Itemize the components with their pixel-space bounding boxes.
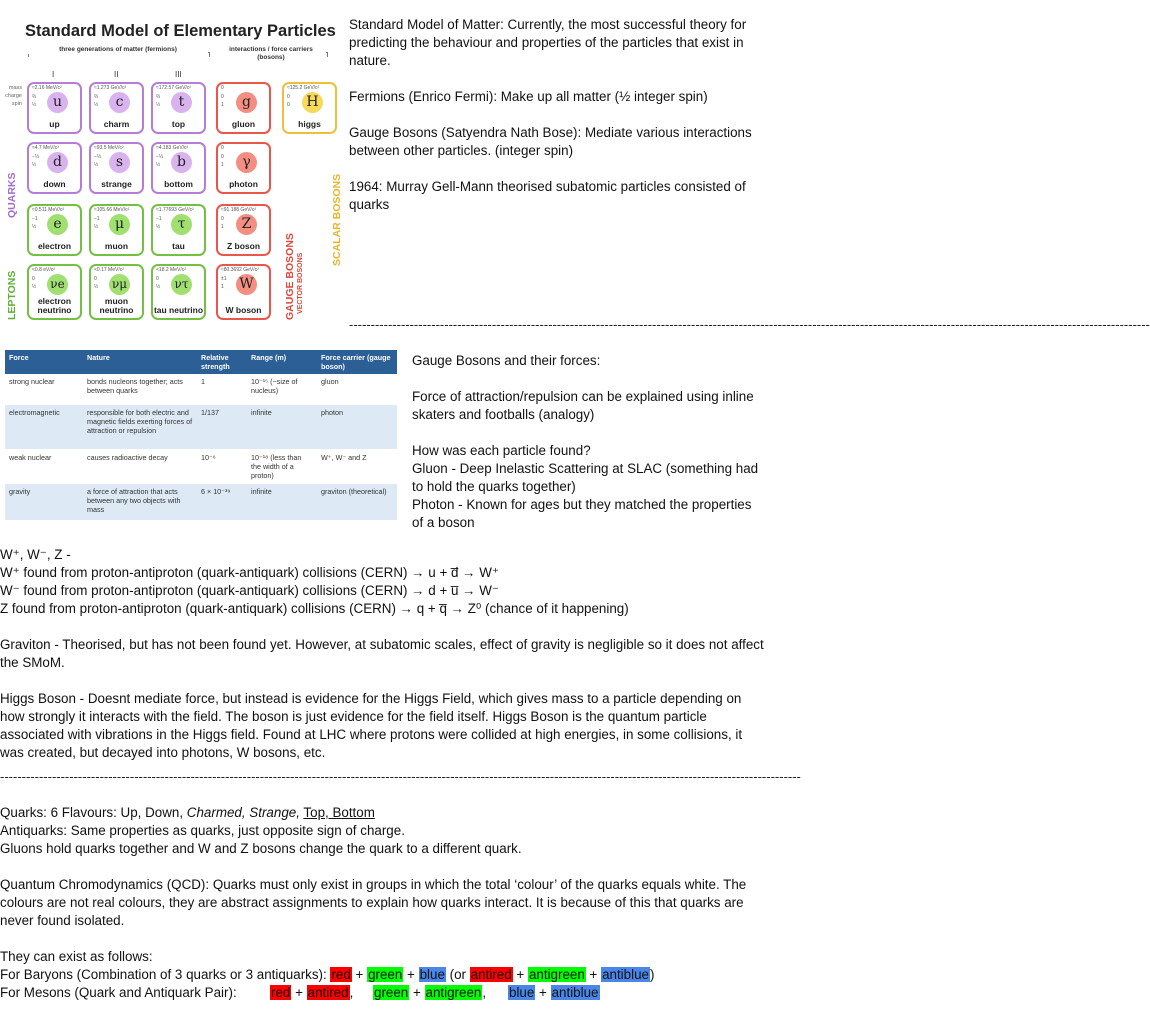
generation-3: III — [175, 70, 182, 79]
table-header-row — [5, 350, 397, 374]
vector-bosons-label: VECTOR BOSONS — [297, 252, 304, 314]
particle-charge: −⅓ — [156, 154, 164, 160]
particle-charge: 0 — [221, 154, 224, 160]
mesons-prefix: For Mesons (Quark and Antiquark Pair): — [0, 985, 237, 1000]
forces-table — [5, 350, 397, 521]
table-cell: strong nuclear — [5, 374, 83, 405]
particle-charge: 0 — [287, 94, 290, 100]
baryons-line — [0, 966, 766, 984]
flavours-prefix: Quarks: 6 Flavours: Up, Down, — [0, 805, 187, 820]
particle-symbol: νe — [47, 274, 68, 295]
color-red: red — [271, 985, 291, 1000]
particle-symbol: d — [47, 152, 68, 173]
plus-sign: + — [291, 985, 307, 1000]
particle-name: up — [49, 119, 60, 129]
gluons-note: Gluons hold quarks together and W and Z bosons change the quark to a different quark. — [0, 841, 522, 856]
particle-card — [216, 204, 271, 256]
particle-symbol: νμ — [109, 274, 130, 295]
color-antigreen: antigreen — [425, 985, 482, 1000]
table-header: Force carrier (gauge boson) — [317, 350, 397, 374]
particle-charge: ±1 — [221, 276, 227, 282]
plus-sign: + — [351, 967, 368, 982]
table-cell: infinite — [247, 484, 317, 521]
table-cell: electromagnetic — [5, 405, 83, 450]
color-antiblue: antiblue — [602, 967, 649, 982]
table-cell: responsible for both electric and magnetic fields exerting forces of attraction or repulsion — [83, 405, 197, 450]
separator-line: ----------------------------------------------------------------------------------------------------------------------------------------------------------------------------------------- — [0, 769, 801, 784]
plus-sign: + — [403, 967, 419, 982]
quark-notes — [0, 804, 766, 1002]
particle-card — [151, 264, 206, 320]
particle-mass: 0 — [221, 145, 224, 151]
particle-charge: ⅔ — [94, 94, 99, 100]
particle-card — [216, 264, 271, 320]
particle-charge: 0 — [221, 216, 224, 222]
plus-sign: + — [585, 967, 602, 982]
particle-card — [27, 204, 82, 256]
particle-name: W boson — [225, 305, 262, 315]
table-cell: 1/137 — [197, 405, 247, 450]
mesons-line — [0, 984, 766, 1002]
particle-name: muon — [104, 241, 129, 251]
color-blue: blue — [509, 985, 535, 1000]
particle-symbol: c — [109, 92, 130, 113]
table-row — [5, 374, 397, 405]
gauge-analogy: Force of attraction/repulsion can be explained using inline skaters and footballs (analogy) — [412, 389, 754, 422]
particle-name: tau — [172, 241, 185, 251]
note-gell-mann: 1964: Murray Gell-Mann theorised subatomic particles consisted of quarks — [349, 179, 746, 212]
particle-mass: ≈91.188 GeV/c² — [221, 207, 256, 213]
particle-spin: 0 — [287, 102, 290, 108]
wz-heading: W⁺, W⁻, Z - — [0, 547, 71, 562]
flavours-line — [0, 804, 766, 822]
higgs-note: Higgs Boson - Doesnt mediate force, but instead is evidence for the Higgs Field, which gives mass to a particle depending on how strongly it interacts with the field. The boson is just evidence for the field itself. Higgs Boson is the quantum particle associated with vibrations in the Higgs field. Found at LHC where protons were collided at high energies, in some collisions, it was created, but decayed into photons, W bosons, etc. — [0, 691, 743, 760]
particle-spin: ½ — [94, 284, 99, 290]
table-cell: causes radioactive decay — [83, 450, 197, 484]
close-paren: ) — [649, 967, 655, 982]
table-cell: a force of attraction that acts between any two objects with mass — [83, 484, 197, 521]
table-cell: W⁺, W⁻ and Z — [317, 450, 397, 484]
chart-title: Standard Model of Elementary Particles — [25, 22, 336, 40]
separator-line: ----------------------------------------------------------------------------------------------------------------------------------------------------------------------------------------- — [349, 317, 1150, 332]
particle-symbol: γ — [236, 152, 257, 173]
particle-mass: ≈0.511 MeV/c² — [32, 207, 65, 213]
gauge-boson-notes — [412, 352, 762, 532]
particle-charge: ⅔ — [32, 94, 37, 100]
particle-name: top — [171, 119, 186, 129]
table-header: Nature — [83, 350, 197, 374]
particle-spin: ½ — [32, 102, 37, 108]
particle-charge: −1 — [156, 216, 162, 222]
table-row — [5, 484, 397, 521]
table-header: Range (m) — [247, 350, 317, 374]
particle-name: photon — [229, 179, 258, 189]
particle-mass: ≈1.77693 GeV/c² — [156, 207, 194, 213]
intro-notes — [349, 16, 761, 214]
mass-label: mass — [8, 85, 22, 91]
generation-2: II — [114, 70, 119, 79]
boson-notes — [0, 546, 766, 762]
color-antigreen: antigreen — [528, 967, 585, 982]
particle-spin: ½ — [156, 162, 161, 168]
particle-name: gluon — [231, 119, 256, 129]
meson-pair-2 — [373, 984, 486, 1002]
particle-spin: 1 — [221, 102, 224, 108]
particle-spin: ½ — [94, 102, 99, 108]
particle-symbol: u — [47, 92, 68, 113]
flavours-italic: Charmed, Strange, — [186, 805, 300, 820]
particle-spin: ½ — [94, 162, 99, 168]
particle-card — [216, 82, 271, 134]
particle-charge: 0 — [221, 94, 224, 100]
note-gauge-bosons: Gauge Bosons (Satyendra Nath Bose): Mediate various interactions between other particles. (integer spin) — [349, 125, 752, 158]
particle-name: electron neutrino — [37, 296, 72, 315]
particle-mass: ≈80.3692 GeV/c² — [221, 267, 259, 273]
color-blue: blue — [419, 967, 445, 982]
particle-card — [151, 82, 206, 134]
particle-mass: ≈105.66 MeV/c² — [94, 207, 130, 213]
baryons-prefix: For Baryons (Combination of 3 quarks or 3 antiquarks): — [0, 967, 331, 982]
plus-sign: + — [409, 985, 425, 1000]
gauge-bosons-label: GAUGE BOSONS — [284, 233, 296, 320]
table-cell: infinite — [247, 405, 317, 450]
table-cell: 10⁻⁶ — [197, 450, 247, 484]
charge-label: charge — [5, 93, 22, 99]
particle-symbol: μ — [109, 214, 130, 235]
particle-spin: 1 — [221, 162, 224, 168]
note-fermions: Fermions (Enrico Fermi): Make up all matter (½ integer spin) — [349, 89, 708, 104]
table-cell: photon — [317, 405, 397, 450]
particle-card — [216, 142, 271, 194]
table-cell: gluon — [317, 374, 397, 405]
particle-symbol: τ — [171, 214, 192, 235]
particle-charge: −1 — [94, 216, 100, 222]
particle-card — [27, 142, 82, 194]
particle-card — [89, 204, 144, 256]
fermions-header: three generations of matter (fermions) — [28, 46, 208, 54]
table-cell: 1 — [197, 374, 247, 405]
particle-symbol: ντ — [171, 274, 192, 295]
table-cell: 6 × 10⁻³⁹ — [197, 484, 247, 521]
particle-spin: ½ — [156, 224, 161, 230]
particle-spin: ½ — [156, 102, 161, 108]
or-open: (or — [445, 967, 470, 982]
table-row — [5, 405, 397, 450]
color-antired: antired — [307, 985, 349, 1000]
particle-card — [27, 264, 82, 320]
table-header: Force — [5, 350, 83, 374]
table-cell: weak nuclear — [5, 450, 83, 484]
particle-name: bottom — [164, 179, 193, 189]
particle-mass: ≈2.16 MeV/c² — [32, 85, 62, 91]
particle-mass: <0.8 eV/c² — [32, 267, 55, 273]
particle-symbol: H — [302, 92, 323, 113]
table-cell: bonds nucleons together; acts between quarks — [83, 374, 197, 405]
particle-card — [151, 142, 206, 194]
table-cell: gravity — [5, 484, 83, 521]
gauge-gluon: Gluon - Deep Inelastic Scattering at SLAC (something had to hold the quarks together) — [412, 461, 759, 494]
particle-mass: ≈93.5 MeV/c² — [94, 145, 124, 151]
particle-charge: 0 — [94, 276, 97, 282]
table-row — [5, 450, 397, 484]
w-plus-note: W⁺ found from proton-antiproton (quark-antiquark) collisions (CERN) → u + d̅ → W⁺ — [0, 565, 499, 580]
particle-name: Z boson — [226, 241, 261, 251]
flavours-underlined: Top, Bottom — [303, 805, 375, 820]
particle-charge: −⅓ — [94, 154, 102, 160]
particle-charge: −⅓ — [32, 154, 40, 160]
plus-sign: + — [535, 985, 551, 1000]
particle-spin: ½ — [156, 284, 161, 290]
particle-spin: ½ — [94, 224, 99, 230]
quarks-label: QUARKS — [6, 172, 18, 218]
particle-symbol: t — [171, 92, 192, 113]
antiquarks-note: Antiquarks: Same properties as quarks, just opposite sign of charge. — [0, 823, 405, 838]
particle-card — [89, 142, 144, 194]
particle-card — [27, 82, 82, 134]
color-green: green — [374, 985, 409, 1000]
bosons-header: interactions / force carriers (bosons) — [216, 46, 326, 62]
color-antiblue: antiblue — [551, 985, 599, 1000]
particle-mass: ≈1.273 GeV/c² — [94, 85, 127, 91]
particle-card — [282, 82, 337, 134]
table-cell: 10⁻¹⁸ (less than the width of a proton) — [247, 450, 317, 484]
particle-card — [151, 204, 206, 256]
particle-symbol: s — [109, 152, 130, 173]
particle-spin: 1 — [221, 224, 224, 230]
particle-name: muon neutrino — [99, 296, 134, 315]
exist-note: They can exist as follows: — [0, 949, 153, 964]
particle-mass: <18.2 MeV/c² — [156, 267, 186, 273]
standard-model-chart — [0, 18, 345, 323]
table-cell: graviton (theoretical) — [317, 484, 397, 521]
gauge-question: How was each particle found? — [412, 443, 591, 458]
particle-card — [89, 264, 144, 320]
gauge-photon: Photon - Known for ages but they matched the properties of a boson — [412, 497, 752, 530]
color-antired: antired — [470, 967, 512, 982]
spin-label: spin — [11, 101, 22, 107]
comma: , — [349, 985, 354, 1000]
particle-spin: ½ — [32, 162, 37, 168]
w-minus-note: W⁻ found from proton-antiproton (quark-antiquark) collisions (CERN) → d + u̅ → W⁻ — [0, 583, 499, 598]
particle-mass: 0 — [221, 85, 224, 91]
gauge-heading: Gauge Bosons and their forces: — [412, 353, 601, 368]
particle-symbol: g — [236, 92, 257, 113]
particle-symbol: b — [171, 152, 192, 173]
generation-1: I — [52, 70, 55, 79]
particle-charge: 0 — [156, 276, 159, 282]
color-red: red — [331, 967, 351, 982]
particle-name: electron — [37, 241, 72, 251]
leptons-label: LEPTONS — [6, 270, 18, 320]
particle-spin: ½ — [32, 224, 37, 230]
particle-charge: 0 — [32, 276, 35, 282]
particle-spin: 1 — [221, 284, 224, 290]
scalar-bosons-label: SCALAR BOSONS — [331, 173, 343, 266]
particle-charge: −1 — [32, 216, 38, 222]
particle-mass: ≈4.183 GeV/c² — [156, 145, 189, 151]
particle-symbol: e — [47, 214, 68, 235]
particle-name: higgs — [298, 119, 321, 129]
particle-name: charm — [103, 119, 130, 129]
particle-mass: ≈125.2 GeV/c² — [287, 85, 320, 91]
particle-symbol: W — [236, 274, 257, 295]
plus-sign: + — [512, 967, 528, 982]
comma: , — [482, 985, 487, 1000]
particle-name: tau neutrino — [153, 305, 204, 315]
table-header: Relative strength — [197, 350, 247, 374]
z-note: Z found from proton-antiproton (quark-antiquark) collisions (CERN) → q + q̅ → Z⁰ (chance of it happening) — [0, 601, 629, 616]
note-standard-model: Standard Model of Matter: Currently, the most successful theory for predicting the behaviour and properties of the particles that exist in nature. — [349, 17, 747, 68]
table-cell: 10⁻¹⁵ (~size of nucleus) — [247, 374, 317, 405]
particle-card — [89, 82, 144, 134]
particle-name: strange — [101, 179, 132, 189]
particle-charge: ⅔ — [156, 94, 161, 100]
qcd-note: Quantum Chromodynamics (QCD): Quarks must only exist in groups in which the total ‘colour’ of the quarks equals white. The colours are not real colours, they are abstract assignments to explain how quarks interact. It is because of this that quarks are never found isolated. — [0, 877, 747, 928]
particle-spin: ½ — [32, 284, 37, 290]
meson-pair-1 — [270, 984, 353, 1002]
particle-mass: ≈4.7 MeV/c² — [32, 145, 59, 151]
graviton-note: Graviton - Theorised, but has not been found yet. However, at subatomic scales, effect of gravity is negligible so it does not affect the SMoM. — [0, 637, 764, 670]
particle-mass: <0.17 MeV/c² — [94, 267, 124, 273]
color-green: green — [368, 967, 403, 982]
particle-name: down — [43, 179, 66, 189]
meson-pair-3 — [508, 984, 600, 1002]
particle-symbol: Z — [236, 214, 257, 235]
particle-mass: ≈172.57 GeV/c² — [156, 85, 191, 91]
